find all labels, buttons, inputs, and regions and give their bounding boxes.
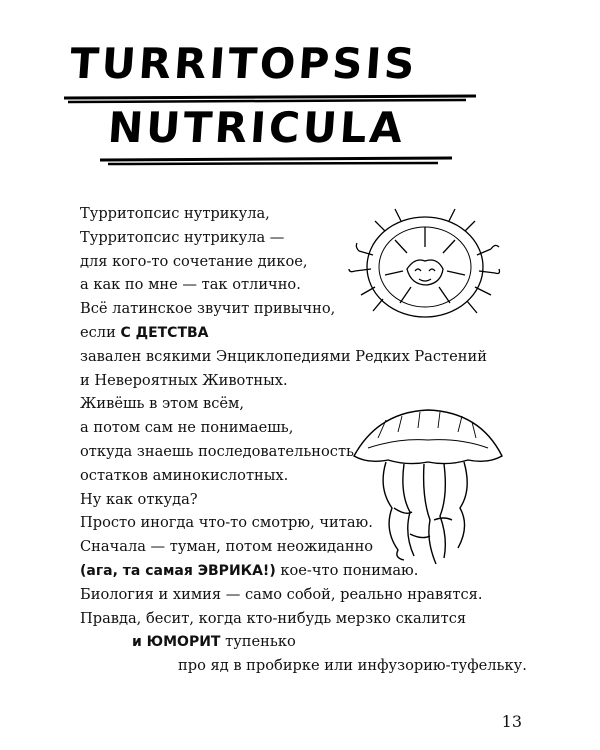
poem-segment: Ну как откуда?: [80, 490, 198, 508]
poem-segment: Просто иногда что-то смотрю, читаю.: [80, 514, 373, 532]
poem-bold-segment: и ЮМОРИТ: [132, 634, 221, 651]
poem-segment: откуда знаешь последовательность: [80, 442, 354, 460]
poem-segment: остатков аминокислотных.: [80, 466, 289, 484]
poem-segment: для кого-то сочетание дикое,: [80, 252, 308, 270]
poem-segment: Правда, бесит, когда кто-нибудь мерзко скалится: [80, 609, 467, 627]
poem-segment: и Невероятных Животных.: [80, 371, 288, 389]
title-underline-2: [98, 154, 458, 168]
poem-segment: завален всякими Энциклопедиями Редких Растений: [80, 347, 487, 365]
poem-segment: Турритопсис нутрикула,: [80, 205, 270, 222]
jellyfish-side-view-drawing: [348, 408, 508, 568]
poem-segment: а потом сам не понимаешь,: [80, 419, 294, 437]
poem-segment: Всё латинское звучит привычно,: [80, 300, 336, 318]
poem-segment: кое-что понимаю.: [275, 561, 419, 579]
poem-line: [80, 369, 520, 393]
poem-line: [80, 654, 527, 678]
poem-segment: если: [80, 323, 121, 341]
poem-bold-segment: (ага, та самая ЭВРИКА!): [80, 562, 276, 579]
poem-segment: а как по мне — так отлично.: [80, 276, 301, 294]
title-line-1: TURRITOPSIS: [68, 39, 420, 88]
poem-segment: Биология и химия — само собой, реально нравятся.: [80, 585, 483, 603]
poem-line: [80, 583, 520, 607]
poem-bold-segment: С ДЕТСТВА: [120, 324, 209, 341]
poem-segment: Сначала — туман, потом неожиданно: [80, 538, 374, 556]
poem-segment: Живёшь в этом всём,: [80, 395, 245, 413]
poem-segment: про яд в пробирке или инфузорию-туфельку.: [178, 657, 527, 675]
poem-segment: тупенько: [220, 633, 296, 651]
page-number: 13: [501, 712, 522, 731]
poem-line: [80, 630, 520, 654]
poem-segment: Турритопсис нутрикула —: [80, 228, 285, 246]
poem-line: [80, 607, 520, 631]
poem-line: [80, 345, 520, 369]
jellyfish-top-view-drawing: [345, 195, 505, 335]
title-line-2: NUTRICULA: [106, 103, 407, 152]
